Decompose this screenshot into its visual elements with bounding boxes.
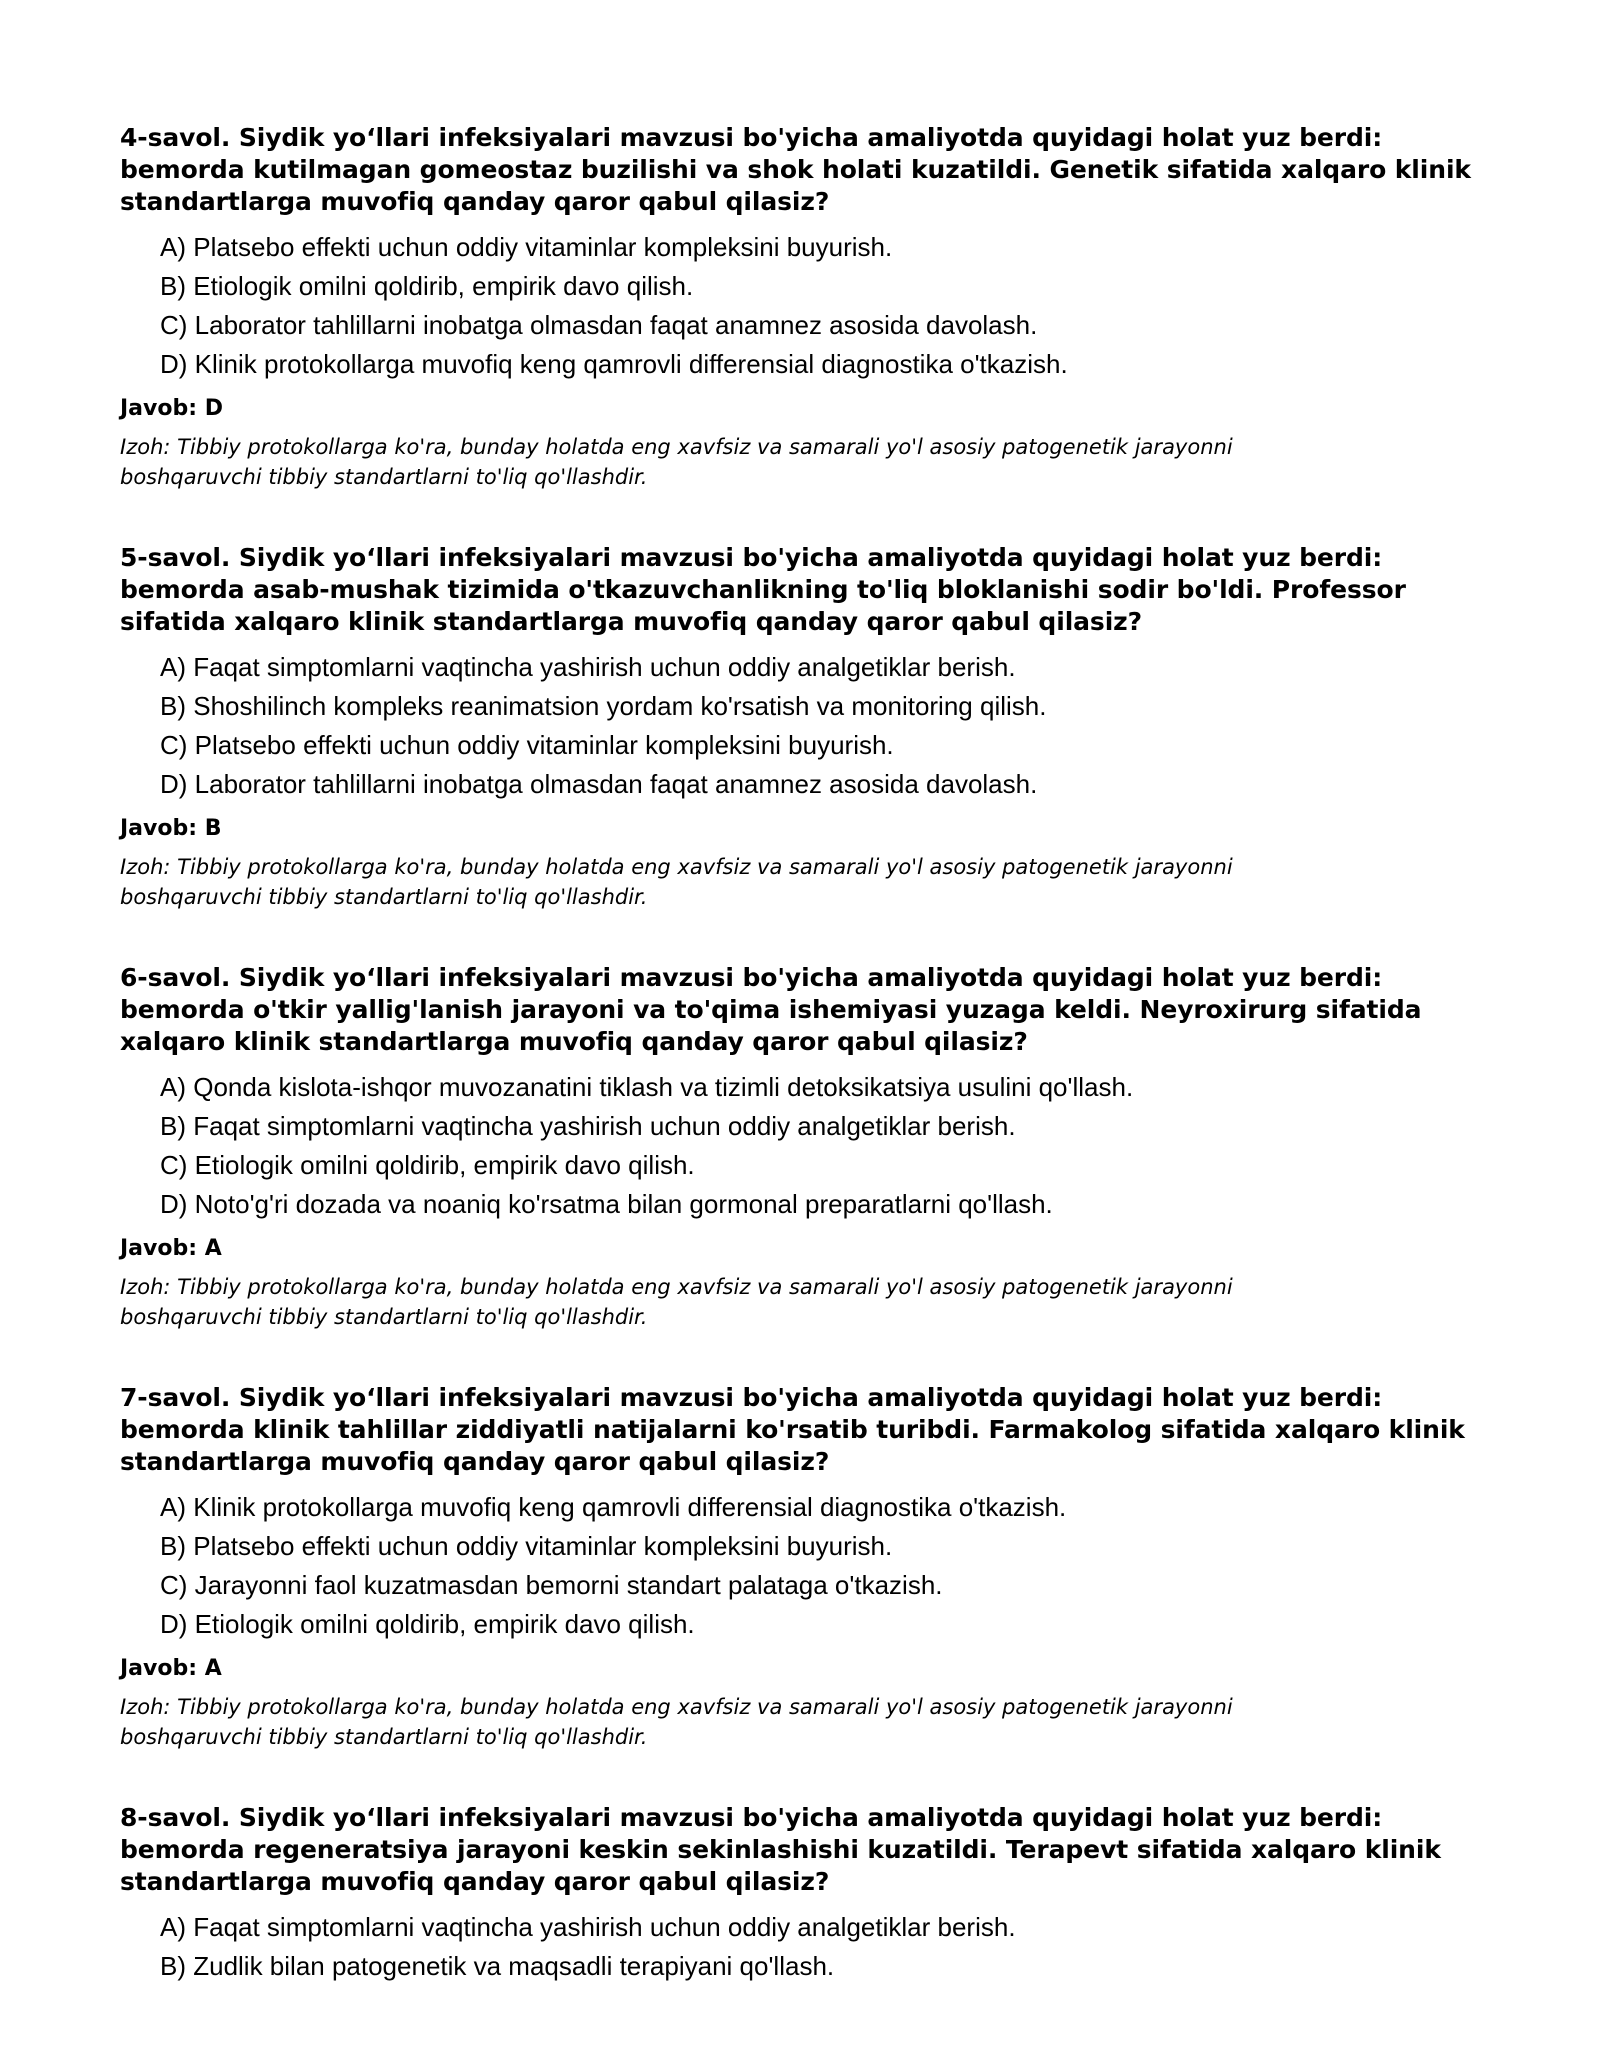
option-c: C) Platsebo effekti uchun oddiy vitaminlar kompleksini buyurish.	[160, 730, 894, 760]
option-b: B) Faqat simptomlarni vaqtincha yashirish uchun oddiy analgetiklar berish.	[160, 1111, 1016, 1141]
option-list	[120, 1908, 1480, 1986]
option-list	[120, 1488, 1480, 1644]
explanation-note: Izoh: Tibbiy protokollarga ko'ra, bunday holatda eng xavfsiz va samarali yo'l asosiy patogenetik jarayonni boshqaruvchi tibbiy standartlarni to'liq qo'llashdir.	[120, 855, 1233, 909]
option-a: A) Klinik protokollarga muvofiq keng qamrovli differensial diagnostika o'tkazish.	[160, 1492, 1067, 1522]
option-c: C) Jarayonni faol kuzatmasdan bemorni standart palataga o'tkazish.	[160, 1570, 943, 1600]
option-a: A) Platsebo effekti uchun oddiy vitaminlar kompleksini buyurish.	[160, 232, 893, 262]
question-text: 5-savol. Siydik yo‘llari infeksiyalari mavzusi bo'yicha amaliyotda quyidagi holat yuz berdi: bemorda asab-mushak tizimida o'tkazuvchanlikning to'liq bloklanishi sodir bo'ldi. Professor sifatida xalqaro klinik standartlarga muvofiq qanday qaror qabul qilasiz?	[120, 543, 1406, 636]
question-block	[120, 962, 1480, 1332]
option-d: D) Etiologik omilni qoldirib, empirik davo qilish.	[160, 1609, 695, 1639]
answer-label: Javob: A	[120, 1656, 222, 1681]
option-c: C) Laborator tahlillarni inobatga olmasdan faqat anamnez asosida davolash.	[160, 310, 1038, 340]
document-page	[120, 122, 1480, 2036]
answer-label: Javob: A	[120, 1236, 222, 1261]
question-text: 8-savol. Siydik yo‘llari infeksiyalari mavzusi bo'yicha amaliyotda quyidagi holat yuz berdi: bemorda regeneratsiya jarayoni keskin sekinlashishi kuzatildi. Terapevt sifatida xalqaro klinik standartlarga muvofiq qanday qaror qabul qilasiz?	[120, 1803, 1441, 1896]
option-b: B) Zudlik bilan patogenetik va maqsadli terapiyani qo'llash.	[160, 1951, 835, 1981]
question-block	[120, 122, 1480, 492]
option-d: D) Klinik protokollarga muvofiq keng qamrovli differensial diagnostika o'tkazish.	[160, 349, 1068, 379]
option-list	[120, 228, 1480, 384]
option-b: B) Platsebo effekti uchun oddiy vitaminlar kompleksini buyurish.	[160, 1531, 893, 1561]
question-block	[120, 1382, 1480, 1752]
question-text: 7-savol. Siydik yo‘llari infeksiyalari mavzusi bo'yicha amaliyotda quyidagi holat yuz berdi: bemorda klinik tahlillar ziddiyatli natijalarni ko'rsatib turibdi. Farmakolog sifatida xalqaro klinik standartlarga muvofiq qanday qaror qabul qilasiz?	[120, 1383, 1465, 1476]
question-text: 4-savol. Siydik yo‘llari infeksiyalari mavzusi bo'yicha amaliyotda quyidagi holat yuz berdi: bemorda kutilmagan gomeostaz buzilishi va shok holati kuzatildi. Genetik sifatida xalqaro klinik standartlarga muvofiq qanday qaror qabul qilasiz?	[120, 123, 1471, 216]
question-block	[120, 1802, 1480, 1986]
option-a: A) Faqat simptomlarni vaqtincha yashirish uchun oddiy analgetiklar berish.	[160, 1912, 1016, 1942]
option-d: D) Noto'g'ri dozada va noaniq ko'rsatma bilan gormonal preparatlarni qo'llash.	[160, 1189, 1053, 1219]
option-c: C) Etiologik omilni qoldirib, empirik davo qilish.	[160, 1150, 695, 1180]
question-text: 6-savol. Siydik yo‘llari infeksiyalari mavzusi bo'yicha amaliyotda quyidagi holat yuz berdi: bemorda o'tkir yallig'lanish jarayoni va to'qima ishemiyasi yuzaga keldi. Neyroxirurg sifatida xalqaro klinik standartlarga muvofiq qanday qaror qabul qilasiz?	[120, 963, 1422, 1056]
answer-label: Javob: D	[120, 396, 223, 421]
explanation-note: Izoh: Tibbiy protokollarga ko'ra, bunday holatda eng xavfsiz va samarali yo'l asosiy patogenetik jarayonni boshqaruvchi tibbiy standartlarni to'liq qo'llashdir.	[120, 435, 1233, 489]
option-list	[120, 648, 1480, 804]
explanation-note: Izoh: Tibbiy protokollarga ko'ra, bunday holatda eng xavfsiz va samarali yo'l asosiy patogenetik jarayonni boshqaruvchi tibbiy standartlarni to'liq qo'llashdir.	[120, 1695, 1233, 1749]
explanation-note: Izoh: Tibbiy protokollarga ko'ra, bunday holatda eng xavfsiz va samarali yo'l asosiy patogenetik jarayonni boshqaruvchi tibbiy standartlarni to'liq qo'llashdir.	[120, 1275, 1233, 1329]
option-list	[120, 1068, 1480, 1224]
option-a: A) Faqat simptomlarni vaqtincha yashirish uchun oddiy analgetiklar berish.	[160, 652, 1016, 682]
option-b: B) Shoshilinch kompleks reanimatsion yordam ko'rsatish va monitoring qilish.	[160, 691, 1047, 721]
answer-label: Javob: B	[120, 816, 222, 841]
option-d: D) Laborator tahlillarni inobatga olmasdan faqat anamnez asosida davolash.	[160, 769, 1038, 799]
option-b: B) Etiologik omilni qoldirib, empirik davo qilish.	[160, 271, 694, 301]
option-a: A) Qonda kislota-ishqor muvozanatini tiklash va tizimli detoksikatsiya usulini qo'llash.	[160, 1072, 1134, 1102]
question-block	[120, 542, 1480, 912]
